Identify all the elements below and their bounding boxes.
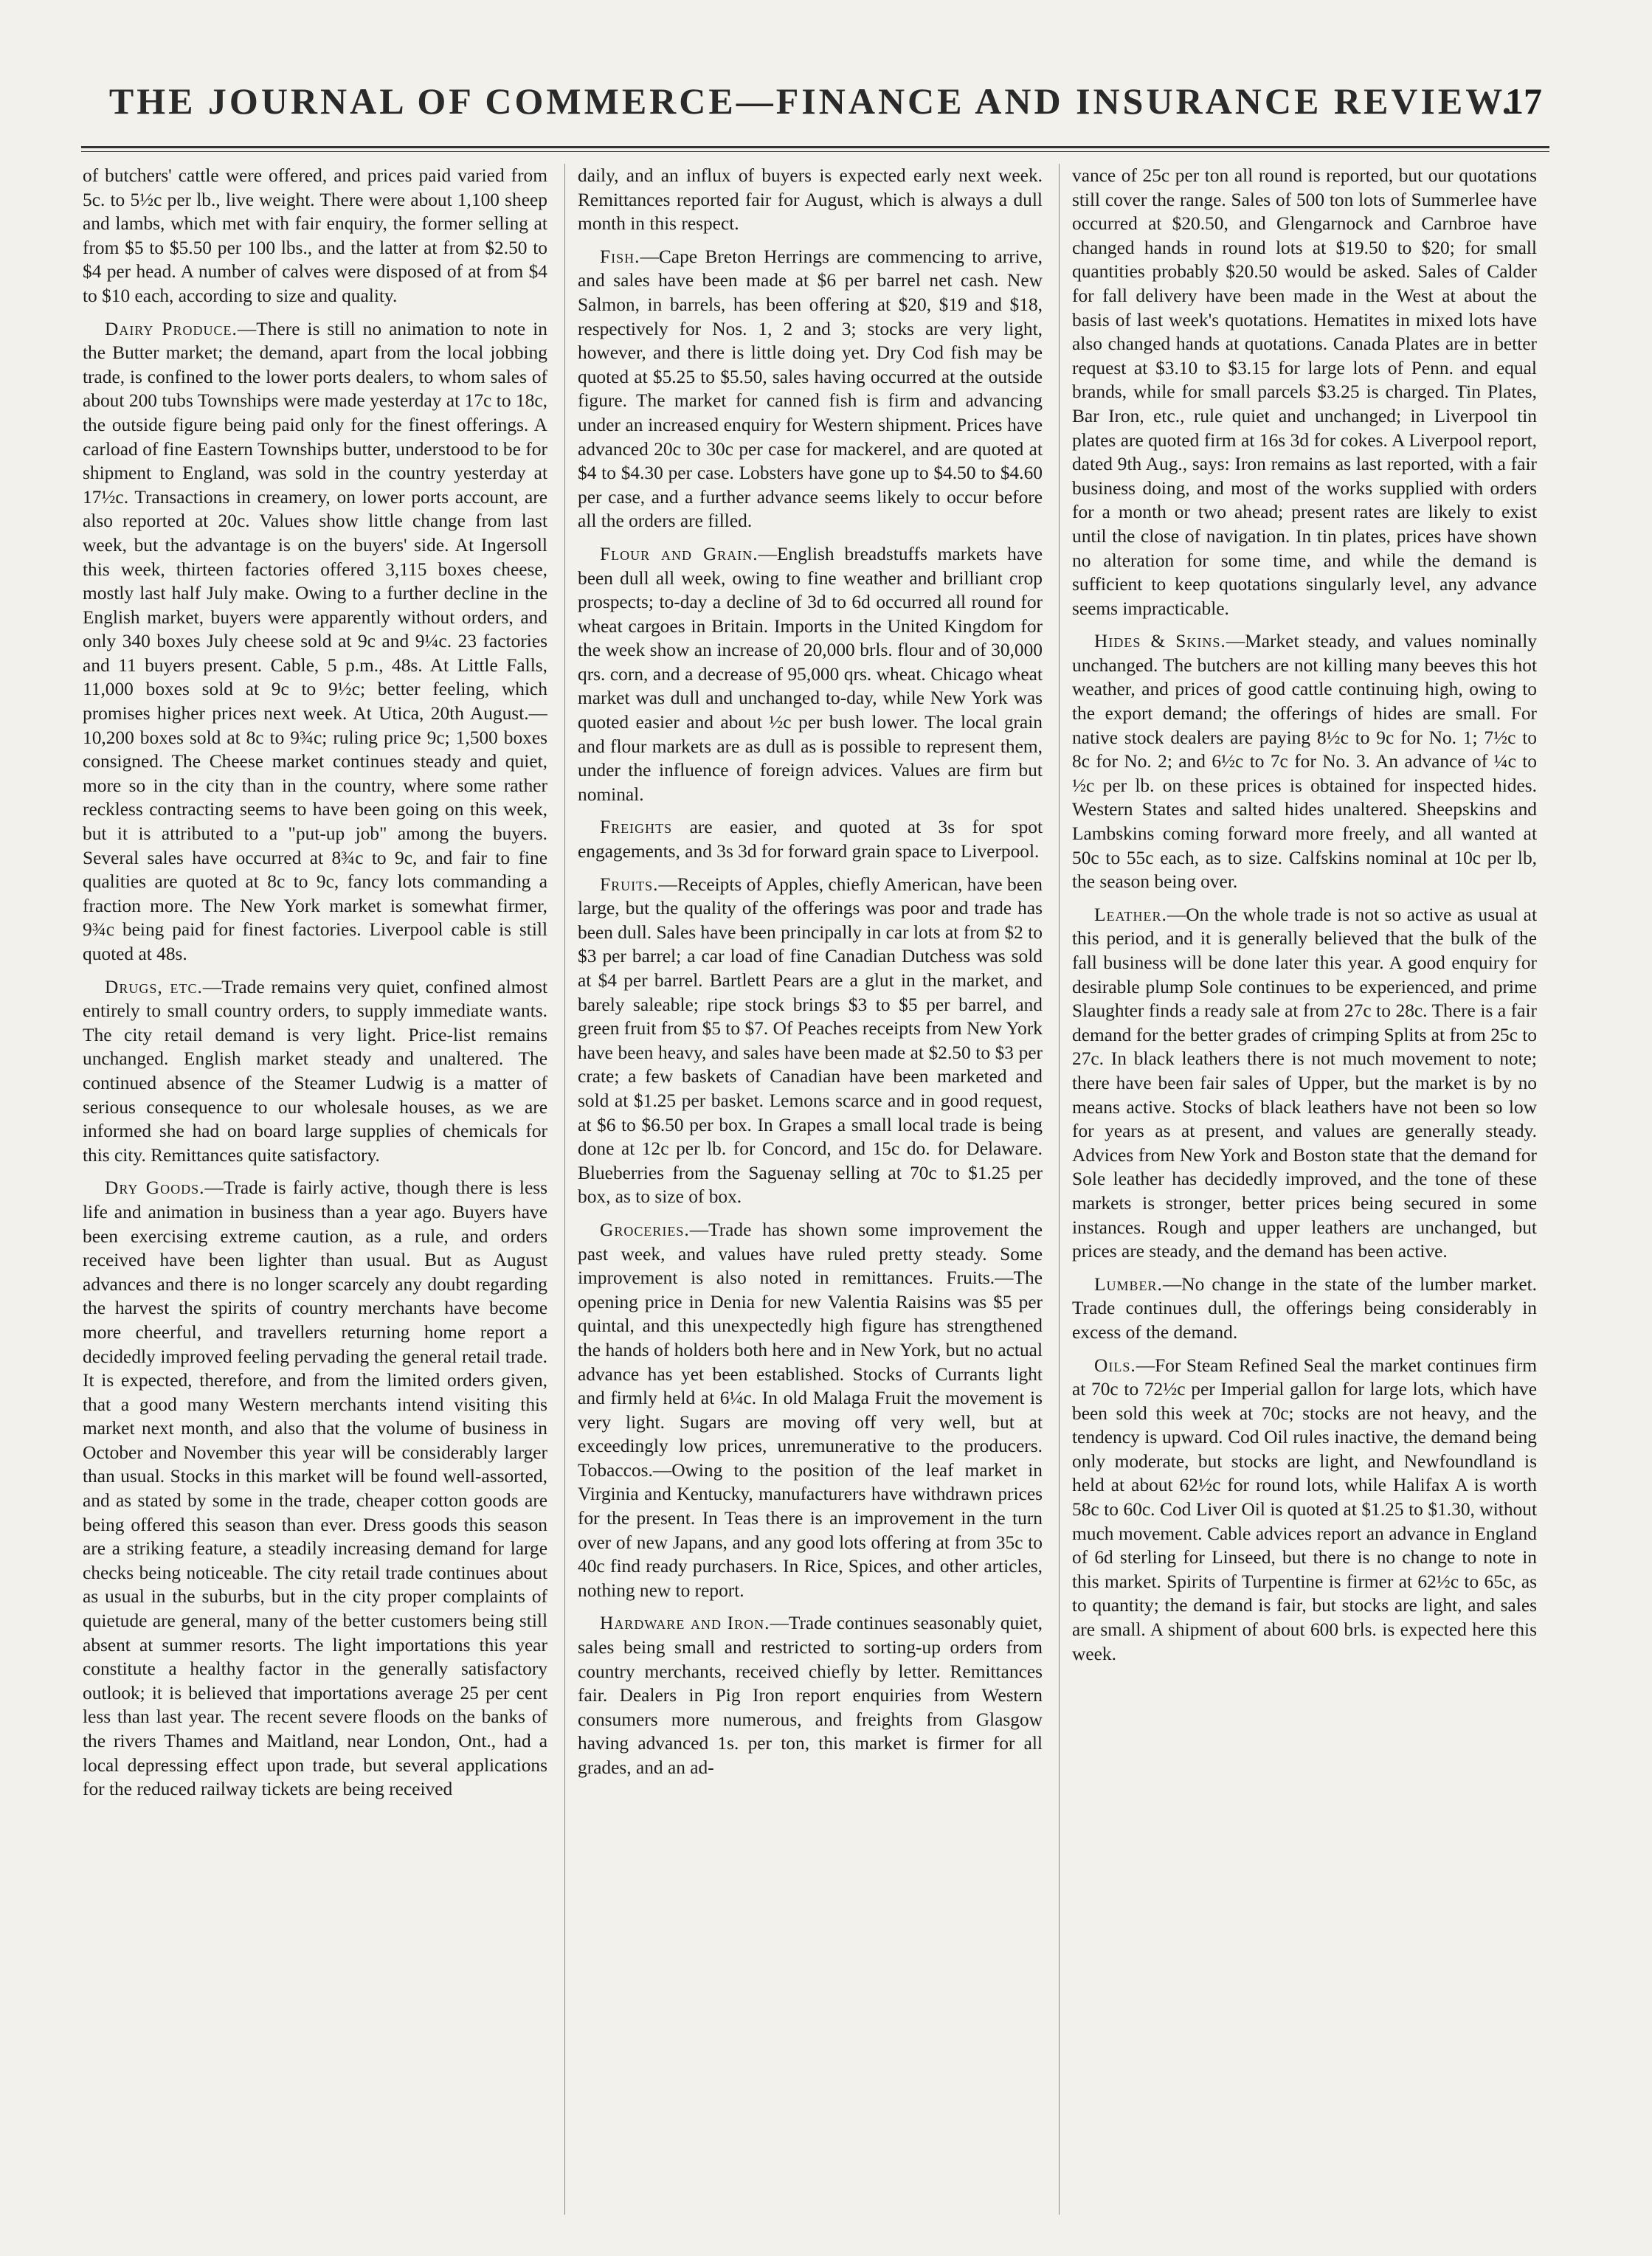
journal-title: THE JOURNAL OF COMMERCE—FINANCE AND INSURANCE REVIEW.	[108, 80, 1515, 122]
page-header	[81, 80, 1542, 131]
paragraph: vance of 25c per ton all round is reported, but our quotations still cover the range. Sales of 500 ton lots of Summerlee have occurred at $20.50, and Glengarnock and Carnbroe have changed hands in round lots at $19.50 to $20; for small quantities probably $20.50 would be asked. Sales of Calder for fall delivery have been made in the West at about the basis of last week's quotations. Hematites in mixed lots have also changed hands at quotations. Canada Plates are in better request at $3.10 to $3.15 for large lots of Penn. and equal brands, while for small parcels $3.25 is charged. Tin Plates, Bar Iron, etc., rule quiet and unchanged; in Liverpool tin plates are quoted firm at 16s 3d for cokes. A Liverpool report, dated 9th Aug., says: Iron remains as last reported, with a fair business doing, and most of the works supplied with orders for a month or two ahead; present rates are likely to exist until the close of navigation. In tin plates, prices have shown no alteration for some time, and while the demand is sufficient to keep quotations singularly level, any advance seems impracticable.	[1072, 165, 1537, 619]
paragraph: Freights are easier, and quoted at 3s for spot engagements, and 3s 3d for forward grain space to Liverpool.	[578, 817, 1043, 862]
section-heading: Groceries.	[600, 1219, 690, 1240]
section-heading: Oils.	[1094, 1354, 1136, 1376]
paragraph: daily, and an influx of buyers is expected early next week. Remittances reported fair for August, which is always a dull month in this respect.	[578, 165, 1043, 235]
section-heading: Dairy Produce.	[105, 318, 238, 339]
paragraph: Dry Goods.—Trade is fairly active, though there is less life and animation in business than a year ago. Buyers have been exercising extreme caution, as a rule, and orders received have been lighter than usual. But as August advances and there is no longer scarcely any doubt regarding the harvest the spirits of country merchants have become more cheerful, and travellers returning home report a decidedly improved feeling pervading the general retail trade. It is expected, therefore, and from the limited orders given, that a good many Western merchants intend visiting this market next month, and also that the volume of business in October and November this year will be considerably larger than usual. Stocks in this market will be found well-assorted, and as stated by some in the trade, cheaper cotton goods are being offered this season than ever. Dress goods this season are a striking feature, a steadily increasing demand for large checks being noticeable. The city retail trade continues about as usual in the suburbs, but in the city proper complaints of quietude are general, many of the better customers being still absent at summer resorts. The light importations this year constitute a healthy factor in the generally satisfactory outlook; it is believed that importations average 25 per cent less than last year. The recent severe floods on the banks of the rivers Thames and Maitland, near London, Ont., had a local depressing effect upon trade, but several applications for the reduced railway tickets are being received	[83, 1177, 547, 1800]
section-heading: Flour and Grain.	[600, 543, 758, 564]
paragraph: Drugs, etc.—Trade remains very quiet, confined almost entirely to small country orders, to supply immediate wants. The city retail demand is very light. Price-list remains unchanged. English market steady and unaltered. The continued absence of the Steamer Ludwig is a matter of serious consequence to our wholesale houses, as we are informed she had on board large supplies of chemicals for this city. Remittances quite satisfactory.	[83, 976, 547, 1166]
paragraph: Fruits.—Receipts of Apples, chiefly American, have been large, but the quality of the offerings was poor and trade has been dull. Sales have been principally in car lots at from $2 to $3 per barrel; a car load of fine Canadian Dutchess was sold at $4 per barrel. Bartlett Pears are a glut in the market, and barely saleable; ripe stock brings $3 to $5 per barrel, and green fruit from $5 to $7. Of Peaches receipts from New York have been heavy, and sales have been made at $2.50 to $3 per crate; a few baskets of Canadian have been marketed and sold at $1.25 per basket. Lemons scarce and in good request, at $6 to $6.50 per box. In Grapes a small local trade is being done at 12c per lb. for Concord, and 15c do. for Delaware. Blueberries from the Saguenay selling at 70c to $1.25 per box, as to size of box.	[578, 873, 1043, 1208]
section-heading: Leather.	[1094, 904, 1167, 925]
section-heading: Fish.	[600, 246, 640, 267]
header-rule	[81, 146, 1549, 152]
paragraph: Oils.—For Steam Refined Seal the market continues firm at 70c to 72½c per Imperial gallon for large lots, which have been sold this week at 70c; stocks are not heavy, and the tendency is upward. Cod Oil rules inactive, the demand being only moderate, but stocks are light, and Newfoundland is held at about 62½c for round lots, while Halifax A is worth 58c to 60c. Cod Liver Oil is quoted at $1.25 to $1.30, without much movement. Cable advices report an advance in England of 6d sterling for Linseed, but there is no change to note in this market. Spirits of Turpentine is firmer at 62½c to 65c, as to quantity; the demand is fair, but stocks are light, and sales are small. A shipment of about 600 brls. is expected here this week.	[1072, 1354, 1537, 1664]
paragraph: of butchers' cattle were offered, and prices paid varied from 5c. to 5½c per lb., live weight. There were about 1,100 sheep and lambs, which met with fair enquiry, the former selling at from $5 to $5.50 per 100 lbs., and the latter at from $2.50 to $4 per head. A number of calves were disposed of at from $4 to $10 each, according to size and quality.	[83, 165, 547, 306]
section-heading: Lumber.	[1094, 1273, 1163, 1295]
paragraph: Fish.—Cape Breton Herrings are commencing to arrive, and sales have been made at $6 per barrel net cash. New Salmon, in barrels, has been offering at $20, $19 and $18, respectively for Nos. 1, 2 and 3; stocks are very light, however, and there is little doing yet. Dry Cod fish may be quoted at $5.25 to $5.50, sales having occurred at the outside figure. The market for canned fish is firm and advancing under an increased enquiry for Western shipment. Prices have advanced 20c to 30c per case for mackerel, and are quoted at $4 to $4.30 per case. Lobsters have gone up to $4.50 to $4.60 per case, and a further advance seems likely to occur before all the orders are filled.	[578, 246, 1043, 532]
section-heading: Dry Goods.	[105, 1177, 205, 1199]
paragraph: Leather.—On the whole trade is not so active as usual at this period, and it is generally believed that the bulk of the fall business will be done later this year. A good enquiry for desirable plump Sole continues to be experienced, and prime Slaughter finds a ready sale at from 27c to 28c. There is a fair demand for the better grades of crimping Splits at from 25c to 27c. In black leathers there is not much movement to note; there have been fair sales of Upper, but the market is by no means active. Stocks of black leathers have not been so low for years as at present, and values are generally steady. Advices from New York and Boston state that the demand for Sole leather has decidedly improved, and the tone of these markets is stronger, better prices being secured in some instances. Rough and upper leathers are unchanged, but prices are steady, and the demand has been active.	[1072, 904, 1537, 1262]
column-1	[83, 164, 547, 2215]
page-number: 17	[1505, 80, 1542, 122]
section-heading: Fruits.	[600, 873, 659, 895]
section-heading: Drugs, etc.	[105, 976, 203, 997]
paragraph: Dairy Produce.—There is still no animation to note in the Butter market; the demand, apart from the local jobbing trade, is confined to the lower ports dealers, to whom sales of about 200 tubs Townships were made yesterday at 17c to 18c, the outside figure being paid only for the finest offerings. A carload of fine Eastern Townships butter, understood to be for shipment to England, was sold in the country yesterday at 17½c. Transactions in creamery, on lower ports account, are also reported at 20c. Values show little change from last week, but the advantage is on the buyers' side. At Ingersoll this week, thirteen factories offered 3,115 boxes cheese, mostly last half July make. Owing to a further decline in the English market, buyers were apparently without orders, and only 340 boxes July cheese sold at 9c and 9¼c. 23 factories and 11 buyers present. Cable, 5 p.m., 48s. At Little Falls, 11,000 boxes sold at 9c to 9½c; better feeling, which promises higher prices next week. At Utica, 20th August.—10,200 boxes sold at 8c to 9¾c; ruling price 9c; 1,500 boxes consigned. The Cheese market continues steady and quiet, more so in the city than in the country, where some rather reckless contracting seems to have been going on this week, but it is attributed to a "put-up job" among the buyers. Several sales have occurred at 8¾c to 9c, and fair to fine qualities are quoted at 8c to 9c, fancy lots commanding a fraction more. The New York market is somewhat firmer, 9¾c being paid for finest factories. Liverpool cable is still quoted at 48s.	[83, 318, 547, 964]
paragraph: Hides & Skins.—Market steady, and values nominally unchanged. The butchers are not killing many beeves this hot weather, and prices of good cattle continuing high, owing to the export demand; the offerings of hides are small. For native stock dealers are paying 8½c to 9c for No. 1; 7½c to 8c for No. 2; and 6½c to 7c for No. 3. An advance of ¼c to ½c per lb. on these prices is obtained for inspected hides. Western States and salted hides unaltered. Sheepskins and Lambskins coming forward more freely, and all wanted at 50c to 55c each, as to size. Calfskins nominal at 10c per lb, the season being over.	[1072, 631, 1537, 893]
section-heading: Hardware and Iron.	[600, 1613, 770, 1634]
paragraph: Flour and Grain.—English breadstuffs markets have been dull all week, owing to fine weather and brilliant crop prospects; to-day a decline of 3d to 6d occurred all round for wheat cargoes in Britain. Imports in the United Kingdom for the week show an increase of 20,000 brls. flour and of 30,000 qrs. corn, and a decrease of 95,000 qrs. wheat. Chicago wheat market was dull and unchanged to-day, while New York was quoted easier and about ½c per bush lower. The local grain and flour markets are as dull as is possible to represent them, under the influence of foreign advices. Values are firm but nominal.	[578, 543, 1043, 805]
paragraph: Lumber.—No change in the state of the lumber market. Trade continues dull, the offerings being considerably in excess of the demand.	[1072, 1273, 1537, 1343]
column-divider	[1059, 164, 1060, 2215]
column-2	[578, 164, 1043, 2215]
section-heading: Freights	[600, 817, 673, 838]
paragraph: Hardware and Iron.—Trade continues seasonably quiet, sales being small and restricted to sorting-up orders from country merchants, received chiefly by letter. Remittances fair. Dealers in Pig Iron report enquiries from Western consumers more numerous, and freights from Glasgow having advanced 1s. per ton, this market is firmer for all grades, and an ad-	[578, 1613, 1043, 1778]
paragraph: Groceries.—Trade has shown some improvement the past week, and values have ruled pretty steady. Some improvement is also noted in remittances. Fruits.—The opening price in Denia for new Valentia Raisins was $5 per quintal, and this unexpectedly high figure has strengthened the hands of holders both here and in New York, but no actual advance has yet been established. Stocks of Currants light and firmly held at 6¼c. In old Malaga Fruit the movement is very light. Sugars are moving off very well, but at exceedingly low prices, unremunerative to the producers. Tobaccos.—Owing to the position of the leaf market in Virginia and Kentucky, manufacturers have withdrawn prices for the present. In Teas there is an improvement in the turn over of new Japans, and any good lots offering at from 35c to 40c find ready purchasers. In Rice, Spices, and other articles, nothing new to report.	[578, 1219, 1043, 1601]
column-divider	[564, 164, 565, 2215]
column-3	[1072, 164, 1537, 2215]
section-heading: Hides & Skins.	[1094, 631, 1226, 652]
